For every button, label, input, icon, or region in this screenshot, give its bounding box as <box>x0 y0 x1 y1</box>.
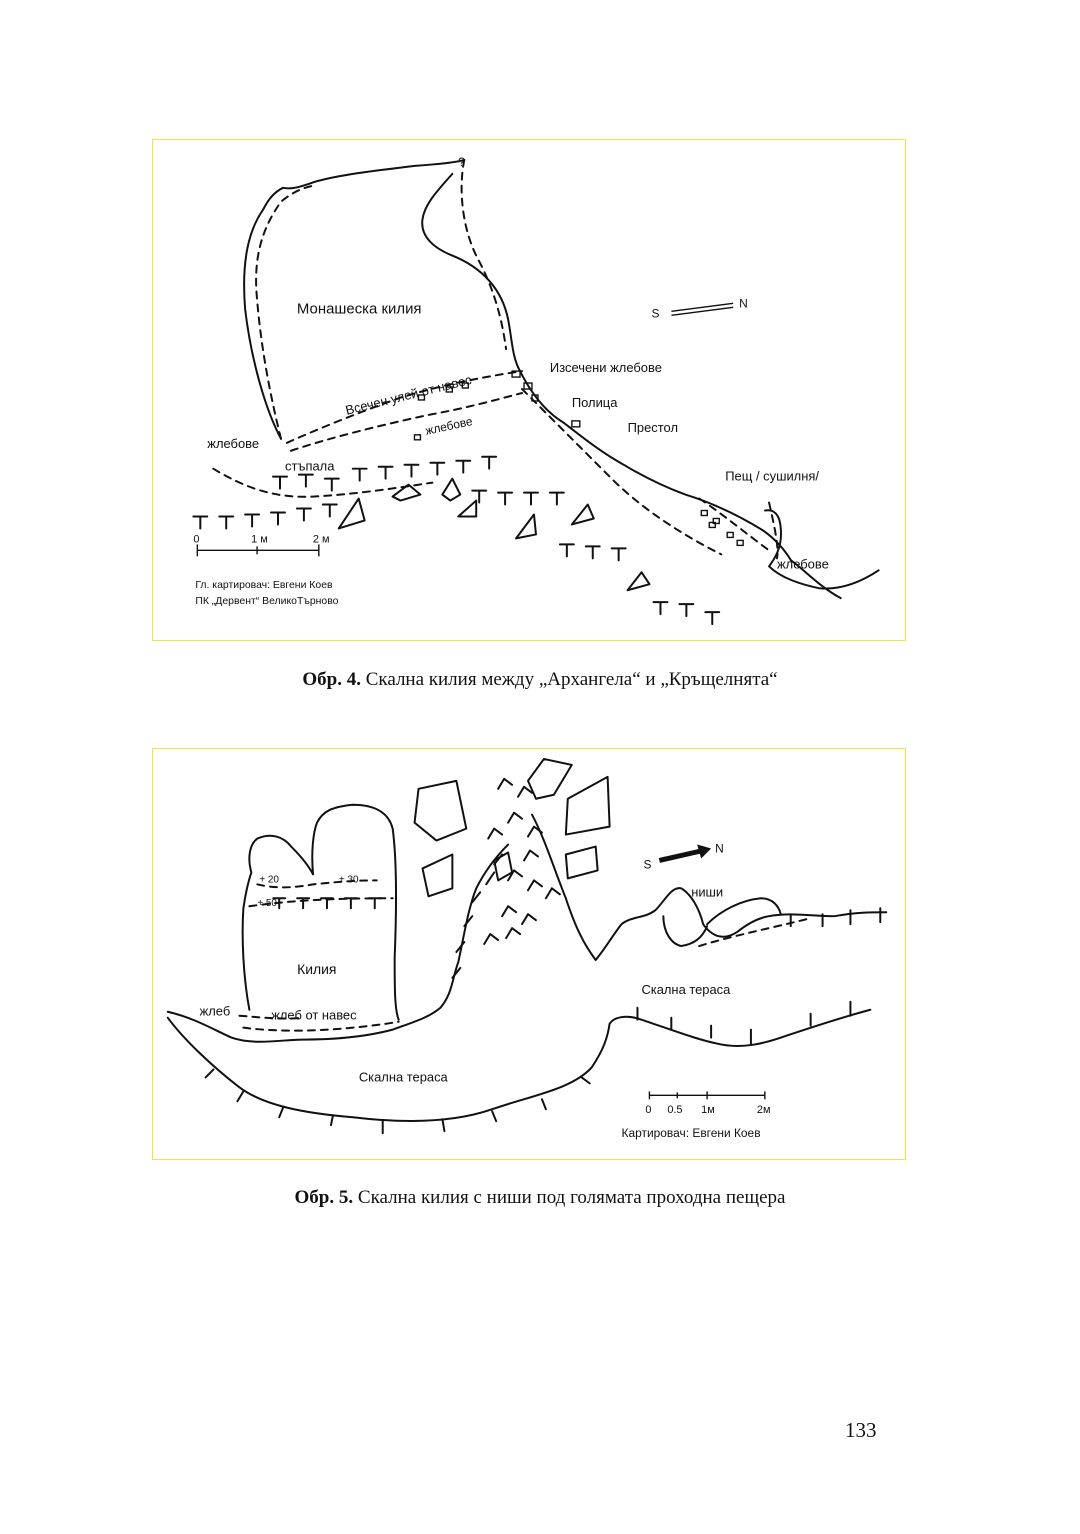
label-gutters-left: жлебове <box>207 435 260 451</box>
compass-arrow-icon <box>671 303 733 315</box>
credit: Картировач: Евгени Коев <box>621 1126 761 1141</box>
awning-dashed <box>243 1022 398 1031</box>
label-plus50: + 50 <box>257 898 277 910</box>
credit-line-1: Гл. картировач: Евгени Коев <box>195 580 333 592</box>
scale-tick-0: 0 <box>193 533 200 546</box>
figure-4-caption <box>0 669 1080 691</box>
scale-bar <box>649 1091 764 1099</box>
compass-north: N <box>739 296 748 311</box>
label-niches: ниши <box>691 884 724 900</box>
label-monk-cell: Монашеска килия <box>296 300 422 318</box>
scree-marks <box>206 779 881 1133</box>
compass-arrow-icon <box>659 845 711 861</box>
unknown-mark: ? <box>458 154 465 169</box>
label-terrace-right: Скална тераса <box>641 981 731 997</box>
scale-tick-05: 0.5 <box>667 1104 683 1117</box>
figure-4-caption-label: Обр. 4. <box>302 669 361 690</box>
label-throne: Престол <box>627 419 679 435</box>
niche-arch <box>663 916 707 946</box>
compass-south: S <box>643 857 652 872</box>
label-shelf: Полица <box>571 394 618 410</box>
label-gutter-awning: жлеб от навес <box>271 1007 357 1023</box>
label-oven: Пещ / сушилня/ <box>725 468 819 484</box>
label-awning-gutter: Всечен улей от навес <box>343 371 474 418</box>
boulders <box>415 759 610 896</box>
scale-tick-1: 1м <box>701 1104 715 1117</box>
label-gutters-small: жлебове <box>424 414 474 438</box>
label-plus30: + 30 <box>338 874 359 886</box>
figure-5-caption-text: Скална килия с ниши под голямата проходна пещера <box>353 1187 786 1208</box>
niche-arch-2 <box>707 898 781 924</box>
compass-south: S <box>651 306 660 321</box>
compass-north: N <box>715 841 724 856</box>
credit-line-2: ПК „Дервент“ ВеликоТърново <box>195 596 339 608</box>
scale-tick-0: 0 <box>645 1104 652 1117</box>
scale-tick-2: 2 м <box>312 533 330 546</box>
niche-dashed-3 <box>699 918 810 946</box>
label-terrace-bottom: Скална тераса <box>358 1069 448 1085</box>
boulders <box>339 479 650 591</box>
figure-5-map <box>153 749 905 1159</box>
label-cell: Килия <box>297 960 337 977</box>
scale-tick-1: 1 м <box>251 533 268 546</box>
cell-dashed-right <box>462 160 506 349</box>
figure-4-frame <box>152 139 906 641</box>
figure-5-frame <box>152 748 906 1160</box>
scale-bar <box>197 544 319 556</box>
label-plus20: + 20 <box>259 874 279 886</box>
figure-5-caption <box>0 1187 1080 1209</box>
label-gutter: жлеб <box>199 1003 231 1019</box>
figure-5-caption-label: Обр. 5. <box>294 1187 354 1208</box>
cell-outline <box>243 805 399 1020</box>
label-steps: стъпала <box>284 458 335 474</box>
figure-4-caption-text: Скална килия между „Архангела“ и „Кръщелнята“ <box>360 669 778 690</box>
figure-4-map <box>153 140 905 640</box>
awning-gutter-1 <box>287 371 522 443</box>
page-number: 133 <box>845 1418 877 1442</box>
label-gutters-right: жлебове <box>777 556 829 572</box>
cell-slope-marks <box>273 898 380 908</box>
scale-tick-2: 2м <box>756 1104 771 1117</box>
label-carved-gutters: Изсечени жлебове <box>549 360 662 376</box>
